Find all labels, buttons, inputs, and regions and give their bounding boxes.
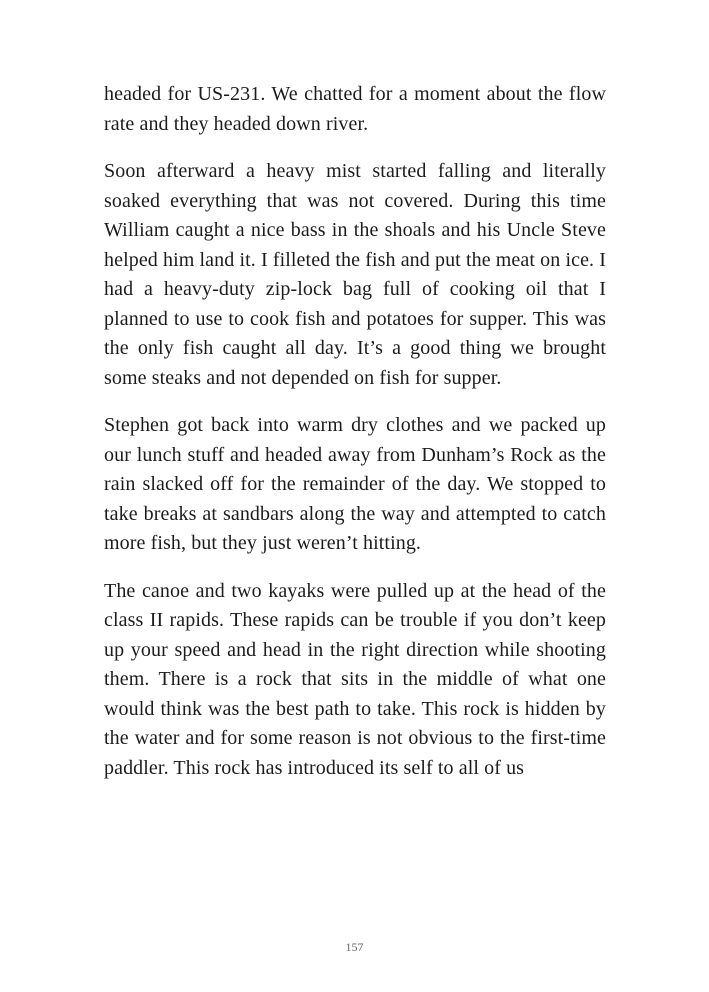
paragraph-1: headed for US-231. We chatted for a moment about the flow rate and they headed down river. xyxy=(104,83,606,135)
paragraph-2: Soon afterward a heavy mist started falling and literally soaked everything that was not covered. During this time William caught a nice bass in the shoals and his Uncle Steve helped him land it. I filleted the fish and put the meat on ice. I had a heavy-duty zip-lock bag full of cooking oil that I planned to use to cook fish and potatoes for supper. This was the only fish caught all day. It’s a good thing we brought some steaks and not depended on fish for supper. xyxy=(104,160,607,389)
paragraph-3: Stephen got back into warm dry clothes and we packed up our lunch stuff and headed away from Dunham’s Rock as the rain slacked off for the remainder of the day. We stopped to take breaks at sandbars along the way and attempted to catch more fish, but they just weren’t hitting. xyxy=(104,414,606,554)
page-number: 157 xyxy=(345,940,364,954)
paragraph-4: The canoe and two kayaks were pulled up at the head of the class II rapids. These rapids can be trouble if you don’t keep up your speed and head in the right direction while shooting them. There is a rock that sits in the middle of what one would think was the best path to take. This rock is hidden by the water and for some reason is not obvious to the first-time paddler. This rock has introduced its self to all of us xyxy=(104,579,606,779)
page-content xyxy=(104,80,606,801)
